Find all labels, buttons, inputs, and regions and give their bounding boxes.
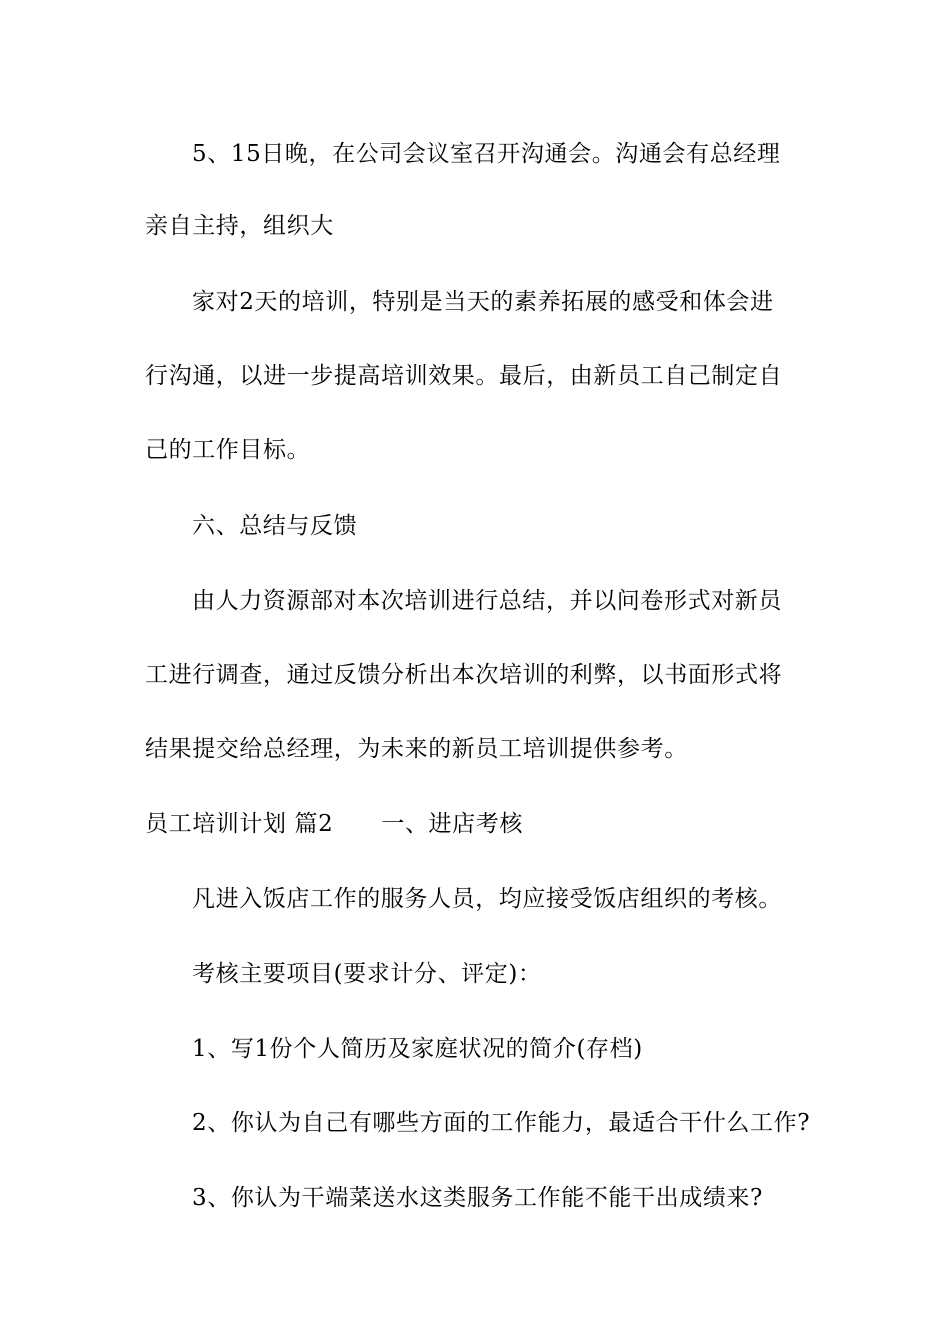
- list-item: 2、你认为自己有哪些方面的工作能力，最适合干什么工作?: [192, 1110, 811, 1136]
- section-heading: 六、总结与反馈: [192, 513, 358, 539]
- section-heading: 一、进店考核: [381, 811, 523, 837]
- paragraph-line: 5、15日晚，在公司会议室召开沟通会。沟通会有总经理: [192, 141, 781, 167]
- list-item: 3、你认为干端菜送水这类服务工作能不能干出成绩来?: [192, 1185, 763, 1211]
- paragraph-line: 己的工作目标。: [145, 437, 311, 463]
- paragraph-line: 凡进入饭店工作的服务人员，均应接受饭店组织的考核。: [192, 886, 782, 912]
- paragraph-line: 行沟通，以进一步提高培训效果。最后，由新员工自己制定自: [145, 363, 783, 389]
- paragraph-line: 由人力资源部对本次培训进行总结，并以问卷形式对新员: [192, 588, 782, 614]
- article-heading-line: [145, 809, 523, 839]
- paragraph-line: 考核主要项目(要求计分、评定)：: [192, 961, 542, 987]
- paragraph-line: 结果提交给总经理，为未来的新员工培训提供参考。: [145, 736, 688, 762]
- list-item: 1、写1份个人简历及家庭状况的简介(存档): [192, 1036, 643, 1062]
- article-title: 员工培训计划 篇2: [145, 811, 334, 837]
- paragraph-line: 亲自主持，组织大: [145, 213, 334, 239]
- paragraph-line: 工进行调查，通过反馈分析出本次培训的利弊，以书面形式将: [145, 662, 783, 688]
- paragraph-line: 家对2天的培训，特别是当天的素养拓展的感受和体会进: [192, 289, 774, 315]
